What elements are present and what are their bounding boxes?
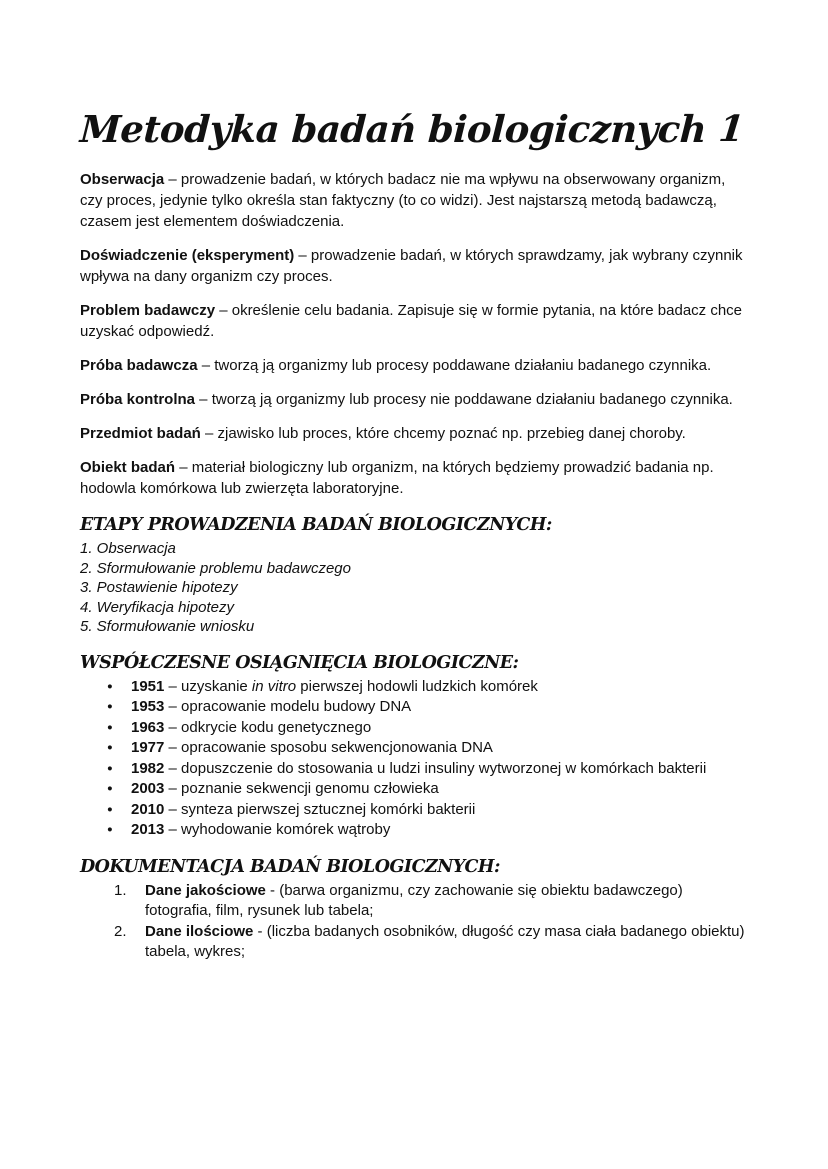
definition-paragraph xyxy=(80,423,752,444)
achievement-desc: – synteza pierwszej sztucznej komórki bakterii xyxy=(164,800,476,818)
documentation-text xyxy=(145,922,752,963)
achievement-item xyxy=(80,718,752,739)
definition-paragraph xyxy=(80,389,752,410)
etapy-item: 4. Weryfikacja hipotezy xyxy=(80,598,234,616)
definition-term: Problem badawczy xyxy=(80,302,216,319)
achievement-text xyxy=(131,697,411,718)
definition-term: Próba kontrolna xyxy=(80,391,196,408)
etapy-list xyxy=(80,539,752,637)
definition-text: – tworzą ją organizmy lub procesy poddawane działaniu badanego czynnika. xyxy=(197,357,712,374)
achievement-desc: – wyhodowanie komórek wątroby xyxy=(164,821,391,838)
achievement-year: 1963 xyxy=(131,718,165,736)
achievement-desc: – poznanie sekwencji genomu człowieka xyxy=(164,780,439,797)
documentation-term: Dane ilościowe xyxy=(145,922,254,940)
list-number: 2. xyxy=(114,922,127,940)
definition-term: Doświadczenie (eksperyment) xyxy=(80,247,295,264)
section-heading-osiagniecia: WSPÓŁCZESNE OSIĄGNIĘCIA BIOLOGICZNE: xyxy=(80,652,519,673)
title-row xyxy=(80,106,752,152)
achievement-item xyxy=(80,779,752,800)
achievement-text xyxy=(131,800,475,821)
definition-term: Obiekt badań xyxy=(80,459,176,476)
documentation-text xyxy=(145,881,752,922)
achievement-text xyxy=(131,718,371,739)
definition-paragraph xyxy=(80,169,752,232)
achievement-year: 1951 xyxy=(131,677,165,695)
achievement-item xyxy=(80,800,752,821)
bullet-icon: ● xyxy=(107,680,113,692)
achievement-text xyxy=(131,820,390,841)
achievement-desc: – dopuszczenie do stosowania u ludzi insuliny wytworzonej w komórkach bakterii xyxy=(164,759,707,777)
achievement-text xyxy=(131,677,538,698)
definition-paragraph xyxy=(80,300,752,342)
achievement-desc: – uzyskanie xyxy=(164,677,252,695)
documentation-desc: - (barwa organizmu, czy zachowanie się obiektu badawczego) xyxy=(265,881,683,899)
definition-text: – tworzą ją organizmy lub procesy nie poddawane działaniu badanego czynnika. xyxy=(195,391,733,408)
achievements-list xyxy=(80,677,752,841)
achievement-desc: – odkrycie kodu genetycznego xyxy=(164,718,372,736)
achievement-year: 1977 xyxy=(131,739,165,756)
documentation-item xyxy=(80,881,752,922)
achievement-text xyxy=(131,779,439,800)
bullet-icon: ● xyxy=(107,783,113,794)
definition-text: – określenie celu badania. Zapisuje się w formie pytania, na które badacz chce uzyskać odpowiedź. xyxy=(80,302,743,340)
documentation-desc: tabela, wykres; xyxy=(145,943,246,960)
achievement-item xyxy=(80,820,752,841)
achievement-text xyxy=(131,759,706,780)
definition-term: Przedmiot badań xyxy=(80,425,201,442)
definition-text: – prowadzenie badań, w których sprawdzamy, jak wybrany czynnik wpływa na dany organizm czy proces. xyxy=(80,247,743,285)
definition-text: – materiał biologiczny lub organizm, na których będziemy prowadzić badania np. hodowla komórkowa lub zwierzęta laboratoryjne. xyxy=(80,459,714,497)
bullet-icon: ● xyxy=(107,742,113,753)
achievement-latin: in vitro xyxy=(251,677,297,695)
section-heading-etapy: ETAPY PROWADZENIA BADAŃ BIOLOGICZNYCH: xyxy=(80,515,552,535)
page-title: Metodyka badań biologicznych xyxy=(78,107,708,151)
definition-term: Obserwacja xyxy=(80,171,165,188)
achievement-year: 2003 xyxy=(131,780,165,797)
achievement-year: 1982 xyxy=(131,759,165,777)
achievement-text xyxy=(131,738,493,759)
achievement-year: 2010 xyxy=(131,800,165,818)
etapy-item: 2. Sformułowanie problemu badawczego xyxy=(80,559,351,577)
page-content xyxy=(80,106,752,963)
documentation-desc: - (liczba badanych osobników, długość czy masa ciała badanego obiektu) xyxy=(253,922,745,940)
bullet-icon: ● xyxy=(107,824,113,835)
etapy-item: 3. Postawienie hipotezy xyxy=(80,579,238,596)
bullet-icon: ● xyxy=(107,762,113,774)
documentation-item xyxy=(80,922,752,963)
achievement-year: 2013 xyxy=(131,821,165,838)
bullet-icon: ● xyxy=(107,701,113,712)
achievement-year: 1953 xyxy=(131,698,165,715)
definition-text: – prowadzenie badań, w których badacz nie ma wpływu na obserwowany organizm, czy proces, jedynie tylko określa stan faktyczny (to co widzi). Jest najstarszą metodą badawczą, czasem jest elementem doświadczenia. xyxy=(80,171,726,230)
bullet-icon: ● xyxy=(107,721,113,733)
definition-paragraph xyxy=(80,355,752,376)
definition-paragraph xyxy=(80,245,752,287)
achievement-desc: – opracowanie modelu budowy DNA xyxy=(164,698,412,715)
documentation-term: Dane jakościowe xyxy=(145,881,266,899)
achievement-desc: – opracowanie sposobu sekwencjonowania DNA xyxy=(164,739,493,756)
definition-paragraph xyxy=(80,457,752,499)
section-heading-dokumentacja: DOKUMENTACJA BADAŃ BIOLOGICZNYCH: xyxy=(80,856,500,877)
achievement-desc: pierwszej hodowli ludzkich komórek xyxy=(296,677,538,695)
achievement-item xyxy=(80,677,752,698)
achievement-item xyxy=(80,759,752,780)
achievement-item xyxy=(80,738,752,759)
achievement-item xyxy=(80,697,752,718)
definition-text: – zjawisko lub proces, które chcemy poznać np. przebieg danej choroby. xyxy=(200,425,686,442)
page-number: 1 xyxy=(717,108,747,150)
bullet-icon: ● xyxy=(107,803,113,815)
documentation-desc: fotografia, film, rysunek lub tabela; xyxy=(145,902,374,919)
definition-term: Próba badawcza xyxy=(80,357,198,374)
list-number: 1. xyxy=(114,881,127,899)
documentation-list xyxy=(80,881,752,963)
etapy-item: 1. Obserwacja xyxy=(80,540,176,557)
etapy-item: 5. Sformułowanie wniosku xyxy=(80,618,255,635)
